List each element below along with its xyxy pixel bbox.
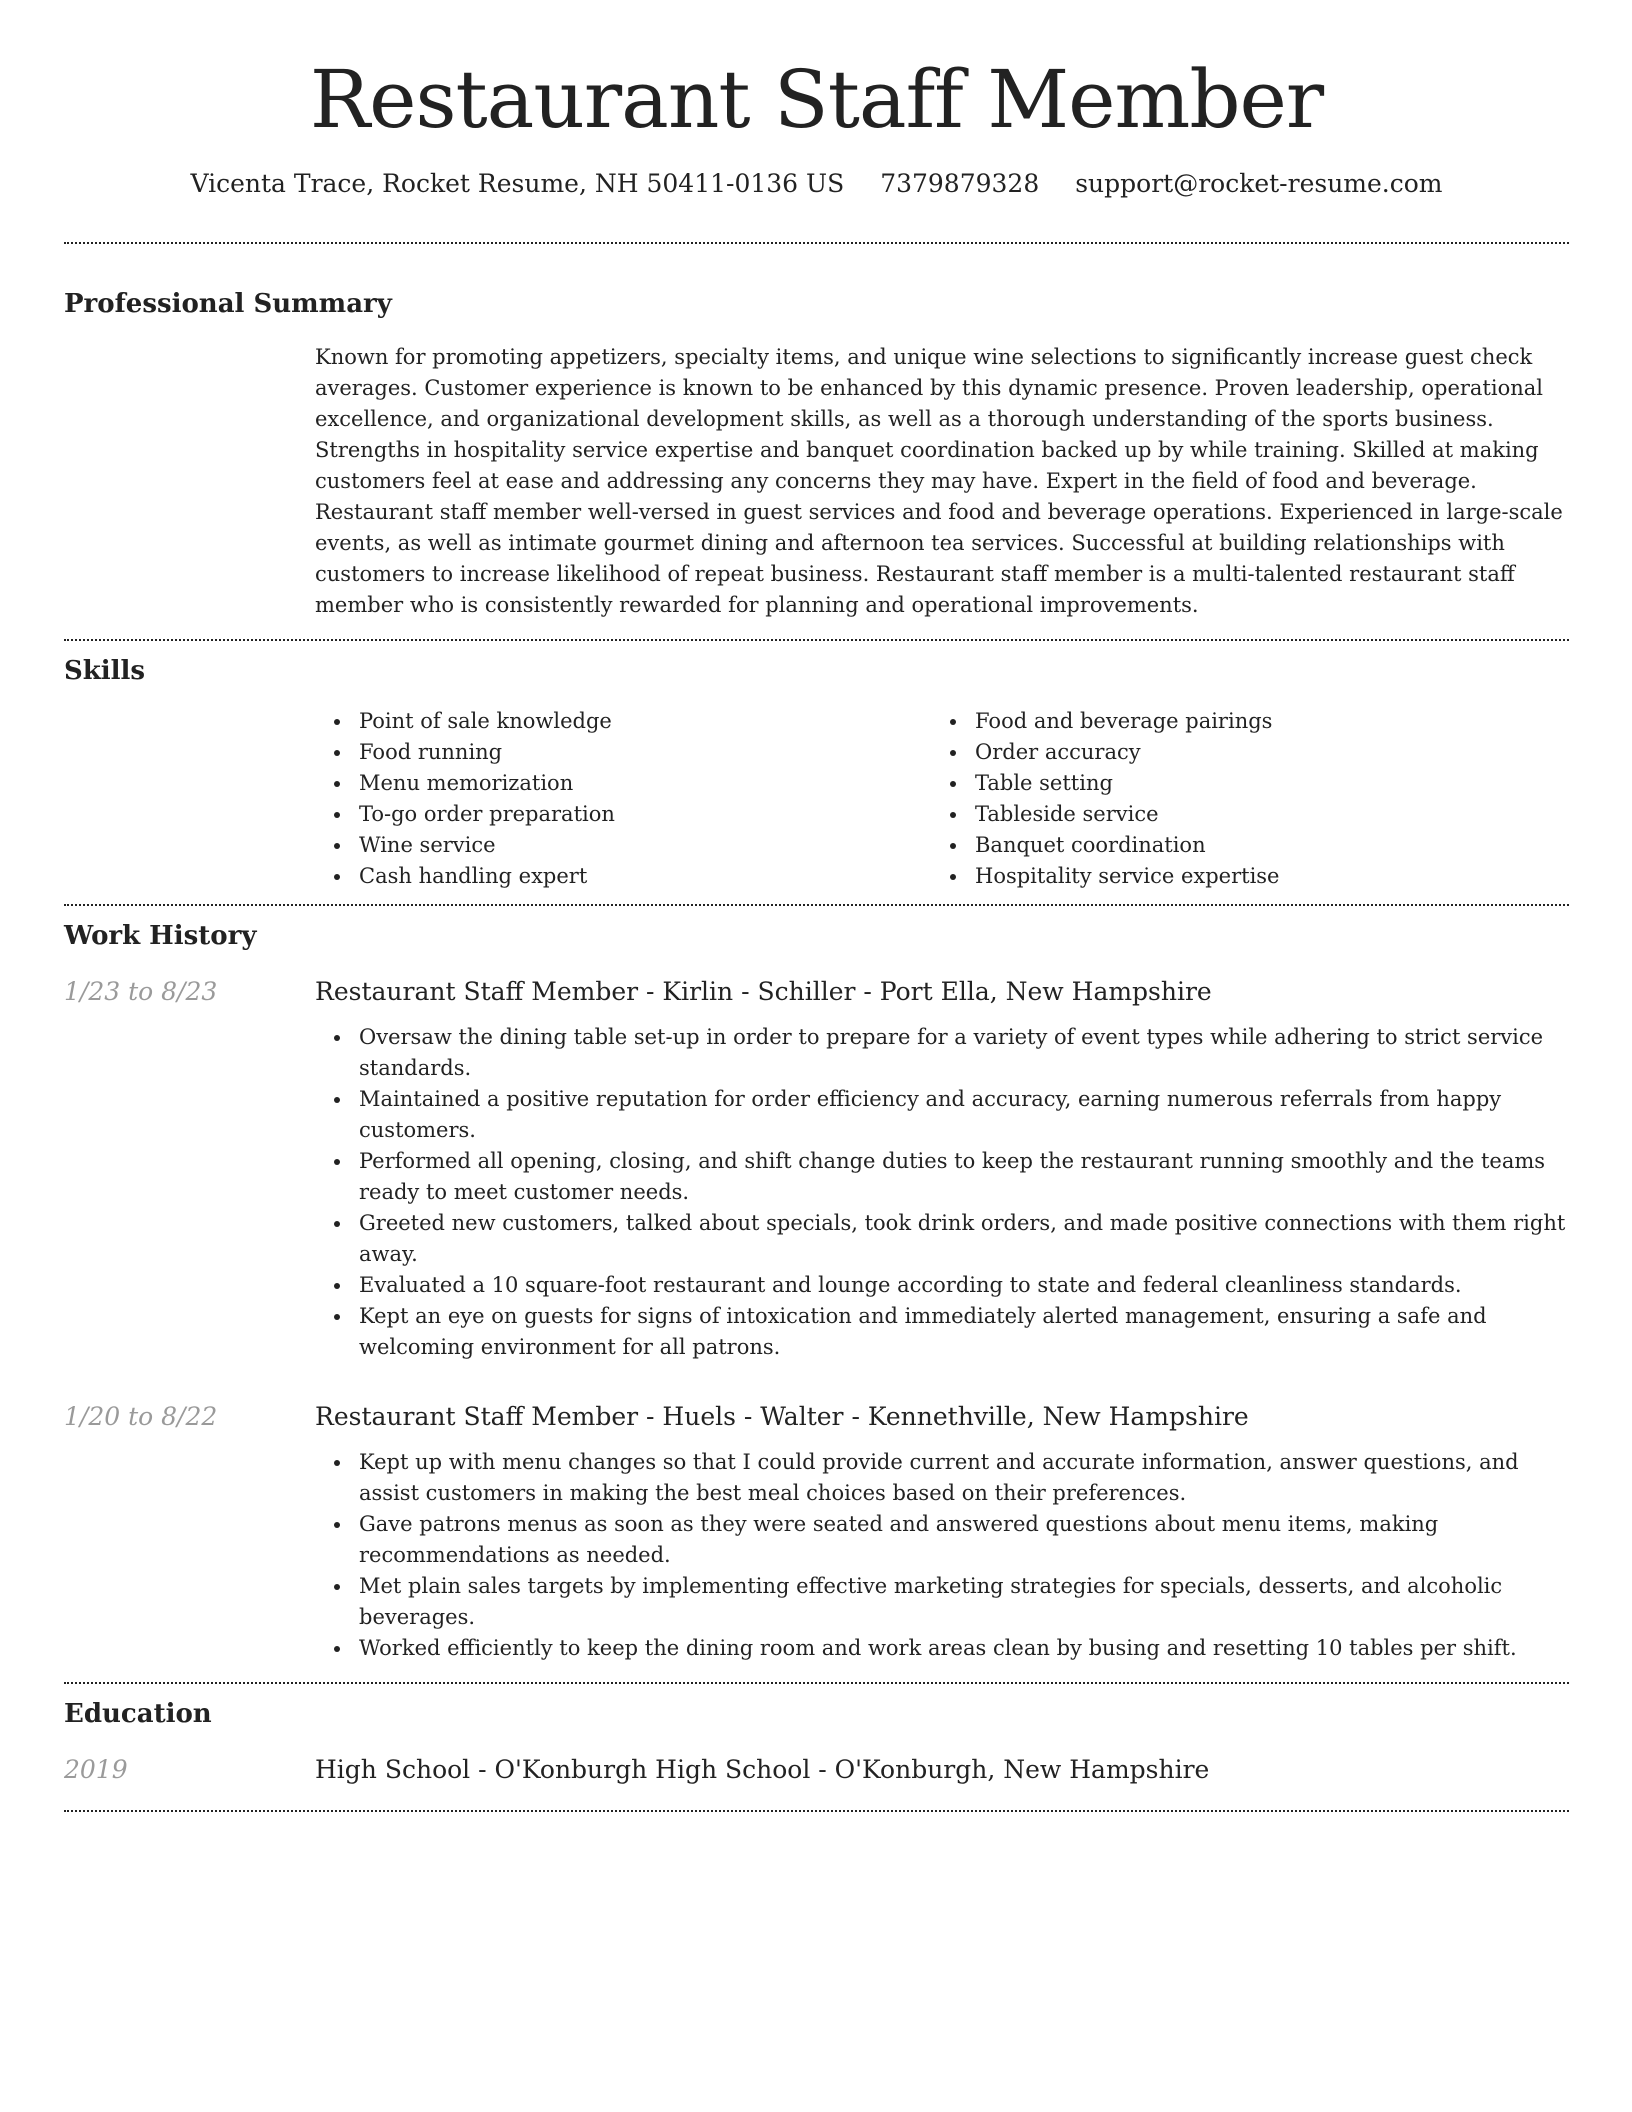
job-date: 1/23 to 8/23 [64, 977, 218, 1006]
job-bullet: Evaluated a 10 square-foot restaurant and lounge according to state and federal cleanliness standards. [315, 1270, 1569, 1301]
education-date: 2019 [64, 1755, 128, 1784]
job-bullet: Performed all opening, closing, and shift change duties to keep the restaurant running smoothly and the teams ready to meet customer needs. [315, 1146, 1569, 1208]
resume-name: Restaurant Staff Member [309, 53, 1324, 146]
skill-item: Tableside service [931, 799, 1547, 830]
job-bullet: Worked efficiently to keep the dining room and work areas clean by busing and resetting 10 tables per shift. [315, 1633, 1569, 1664]
job-bullet: Gave patrons menus as soon as they were seated and answered questions about menu items, making recommendations as needed. [315, 1509, 1569, 1571]
education-section [64, 1684, 1569, 1810]
job-date: 1/20 to 8/22 [64, 1402, 218, 1431]
skill-item: Food running [315, 737, 931, 768]
contact-line [64, 166, 1569, 202]
skill-item: Cash handling expert [315, 861, 931, 892]
work-history-section [64, 906, 1569, 1682]
job-bullet: Kept an eye on guests for signs of intoxication and immediately alerted management, ensuring a safe and welcoming environment for all patrons. [315, 1301, 1569, 1363]
job-title: Restaurant Staff Member - Huels - Walter - Kennethville, New Hampshire [315, 1402, 1249, 1431]
skill-item: Order accuracy [931, 737, 1547, 768]
section-title-work-history: Work History [64, 921, 257, 951]
education-entry [64, 1752, 1569, 1810]
job-title: Restaurant Staff Member - Kirlin - Schiller - Port Ella, New Hampshire [315, 977, 1212, 1006]
skills-section [64, 641, 1569, 904]
section-title-skills: Skills [64, 656, 146, 686]
job-entry [64, 974, 1569, 1363]
contact-email: support@rocket-resume.com [1075, 169, 1443, 198]
skill-item: Point of sale knowledge [315, 706, 931, 737]
section-divider [64, 1810, 1569, 1812]
skill-item: Menu memorization [315, 768, 931, 799]
contact-phone: 7379879328 [880, 169, 1040, 198]
education-title: High School - O'Konburgh High School - O'Konburgh, New Hampshire [315, 1755, 1210, 1784]
skills-column-left [315, 706, 931, 892]
job-bullet: Maintained a positive reputation for order efficiency and accuracy, earning numerous referrals from happy customers. [315, 1084, 1569, 1146]
skill-item: Hospitality service expertise [931, 861, 1547, 892]
job-bullet: Oversaw the dining table set-up in order to prepare for a variety of event types while adhering to strict service standards. [315, 1022, 1569, 1084]
skills-grid [315, 706, 1569, 904]
job-bullet: Greeted new customers, talked about specials, took drink orders, and made positive connections with them right away. [315, 1208, 1569, 1270]
section-title-summary: Professional Summary [64, 289, 392, 319]
summary-section [64, 244, 1569, 639]
resume-page [64, 0, 1569, 1812]
skill-item: To-go order preparation [315, 799, 931, 830]
job-bullets [315, 1022, 1569, 1363]
job-entry [64, 1399, 1569, 1682]
skill-item: Table setting [931, 768, 1547, 799]
section-title-education: Education [64, 1699, 212, 1729]
job-bullets [315, 1447, 1569, 1664]
job-bullet: Met plain sales targets by implementing effective marketing strategies for specials, desserts, and alcoholic beverages. [315, 1571, 1569, 1633]
summary-text: Known for promoting appetizers, specialty items, and unique wine selections to significantly increase guest check averages. Customer experience is known to be enhanced by this dynamic presence. Proven leadership, operational excellence, and organizational development skills, as well as a thorough understanding of the sports business. Strengths in hospitality service expertise and banquet coordination backed up by while training. Skilled at making customers feel at ease and addressing any concerns they may have. Expert in the field of food and beverage. Restaurant staff member well-versed in guest services and food and beverage operations. Experienced in large-scale events, as well as intimate gourmet dining and afternoon tea services. Successful at building relationships with customers to increase likelihood of repeat business. Restaurant staff member is a multi-talented restaurant staff member who is consistently rewarded for planning and operational improvements. [315, 345, 1563, 617]
skill-item: Banquet coordination [931, 830, 1547, 861]
job-bullet: Kept up with menu changes so that I could provide current and accurate information, answer questions, and assist customers in making the best meal choices based on their preferences. [315, 1447, 1569, 1509]
skill-item: Wine service [315, 830, 931, 861]
skills-column-right [931, 706, 1547, 892]
skill-item: Food and beverage pairings [931, 706, 1547, 737]
contact-address: Vicenta Trace, Rocket Resume, NH 50411-0136 US [190, 169, 845, 198]
